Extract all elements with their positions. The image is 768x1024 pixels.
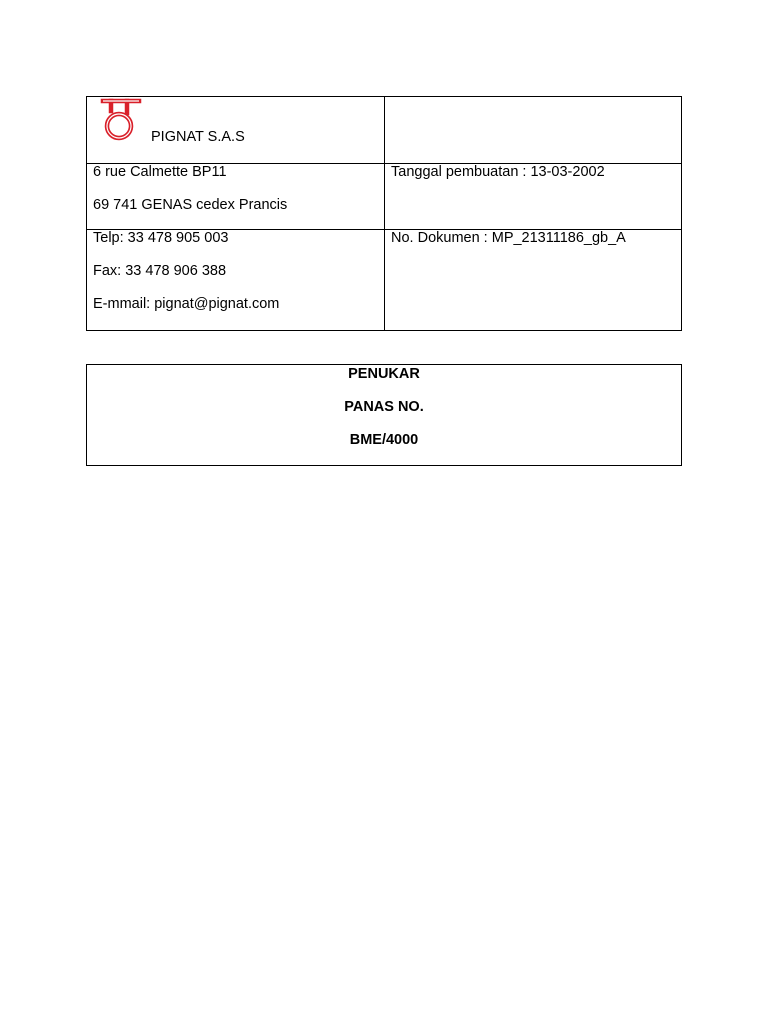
document-title-box — [86, 364, 682, 466]
header-row-address — [87, 163, 682, 230]
title-line-1: PENUKAR — [348, 366, 420, 382]
document-number-cell — [385, 230, 682, 331]
date-cell — [385, 163, 682, 230]
empty-cell — [385, 97, 682, 164]
pignat-logo-icon — [99, 97, 143, 143]
document-header-table — [86, 96, 682, 331]
address-cell — [87, 163, 385, 230]
document-number: No. Dokumen : MP_21311186_gb_A — [391, 230, 626, 247]
header-row-contact — [87, 230, 682, 331]
address-line-2: 69 741 GENAS cedex Prancis — [93, 196, 288, 213]
title-line-3: BME/4000 — [349, 432, 419, 448]
title-line-2: PANAS NO. — [344, 399, 424, 415]
company-name: PIGNAT S.A.S — [151, 129, 245, 145]
header-row-company — [87, 97, 682, 164]
address-line-1: 6 rue Calmette BP11 — [93, 163, 227, 180]
creation-date: Tanggal pembuatan : 13-03-2002 — [391, 163, 605, 180]
fax-number: Fax: 33 478 906 388 — [93, 263, 227, 280]
phone-number: Telp: 33 478 905 003 — [93, 230, 229, 247]
company-cell — [87, 97, 385, 164]
contact-cell — [87, 230, 385, 331]
email-address: E-mmail: pignat@pignat.com — [93, 296, 280, 313]
